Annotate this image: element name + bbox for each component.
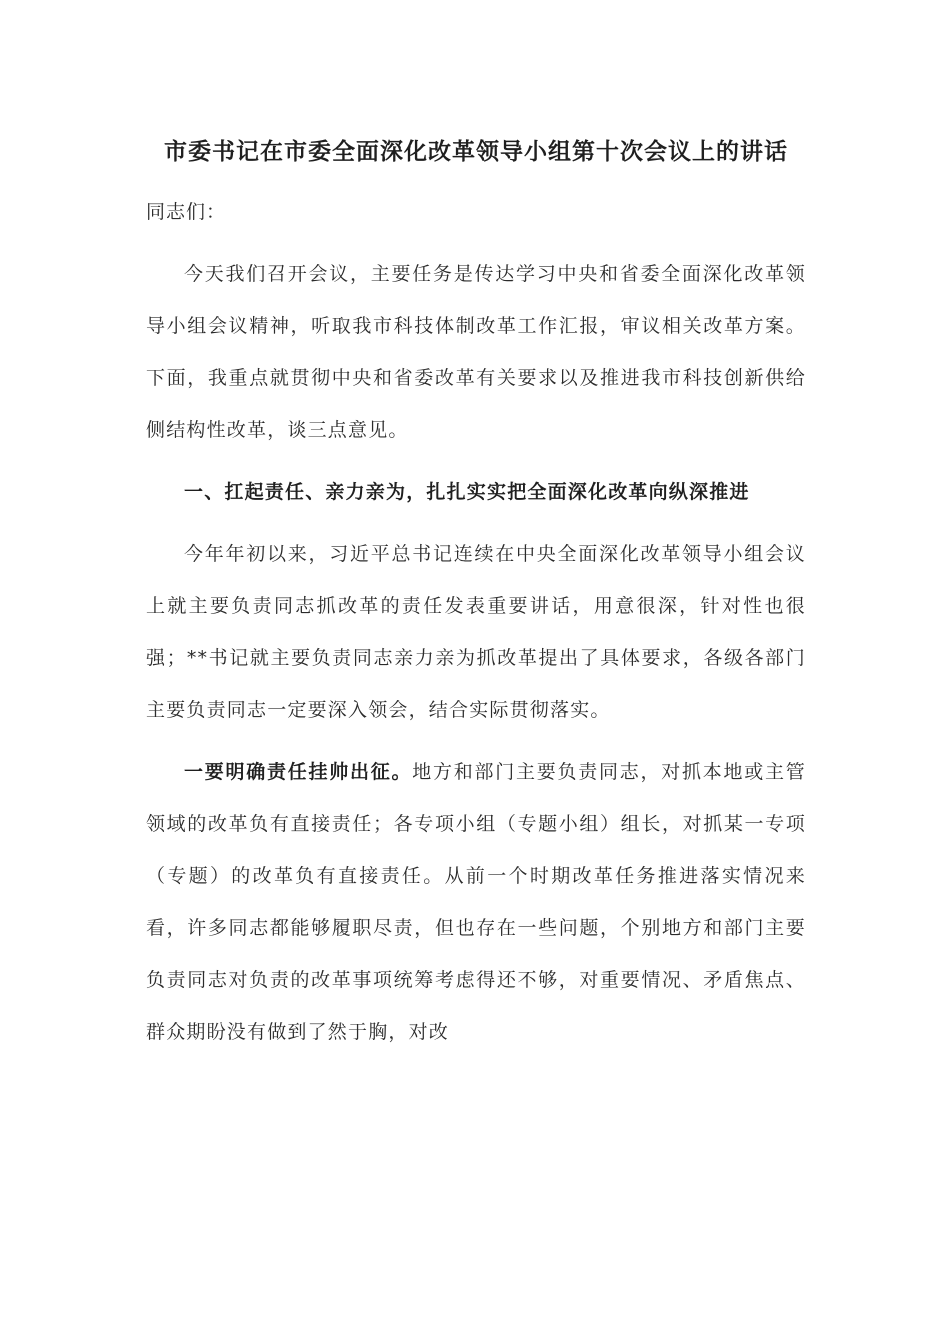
- paragraph-lead-phrase: 一要明确责任挂帅出征。: [184, 761, 413, 783]
- section-heading-1: 一、扛起责任、亲力亲为，扎扎实实把全面深化改革向纵深推进: [184, 481, 750, 503]
- salutation: 同志们：: [146, 201, 227, 223]
- document-body: [146, 126, 806, 1058]
- paragraph-responsibility: [146, 746, 806, 1058]
- paragraph-body-text: 地方和部门主要负责同志，对抓本地或主管领域的改革负有直接责任；各专项小组（专题小组）组长，对抓某一专项（专题）的改革负有直接责任。从前一个时期改革任务推进落实情况来看，许多同志都能够履职尽责，但也存在一些问题，个别地方和部门主要负责同志对负责的改革事项统筹考虑得还不够，对重要情况、矛盾焦点、群众期盼没有做到了然于胸，对改: [146, 761, 806, 1043]
- document-title: 市委书记在市委全面深化改革领导小组第十次会议上的讲话: [164, 138, 788, 165]
- paragraph-intro: 今天我们召开会议，主要任务是传达学习中央和省委全面深化改革领导小组会议精神，听取我市科技体制改革工作汇报，审议相关改革方案。下面，我重点就贯彻中央和省委改革有关要求以及推进我市科技创新供给侧结构性改革，谈三点意见。: [146, 263, 806, 441]
- paragraph-context: 今年年初以来，习近平总书记连续在中央全面深化改革领导小组会议上就主要负责同志抓改革的责任发表重要讲话，用意很深，针对性也很强；**书记就主要负责同志亲力亲为抓改革提出了具体要求，各级各部门主要负责同志一定要深入领会，结合实际贯彻落实。: [146, 543, 806, 721]
